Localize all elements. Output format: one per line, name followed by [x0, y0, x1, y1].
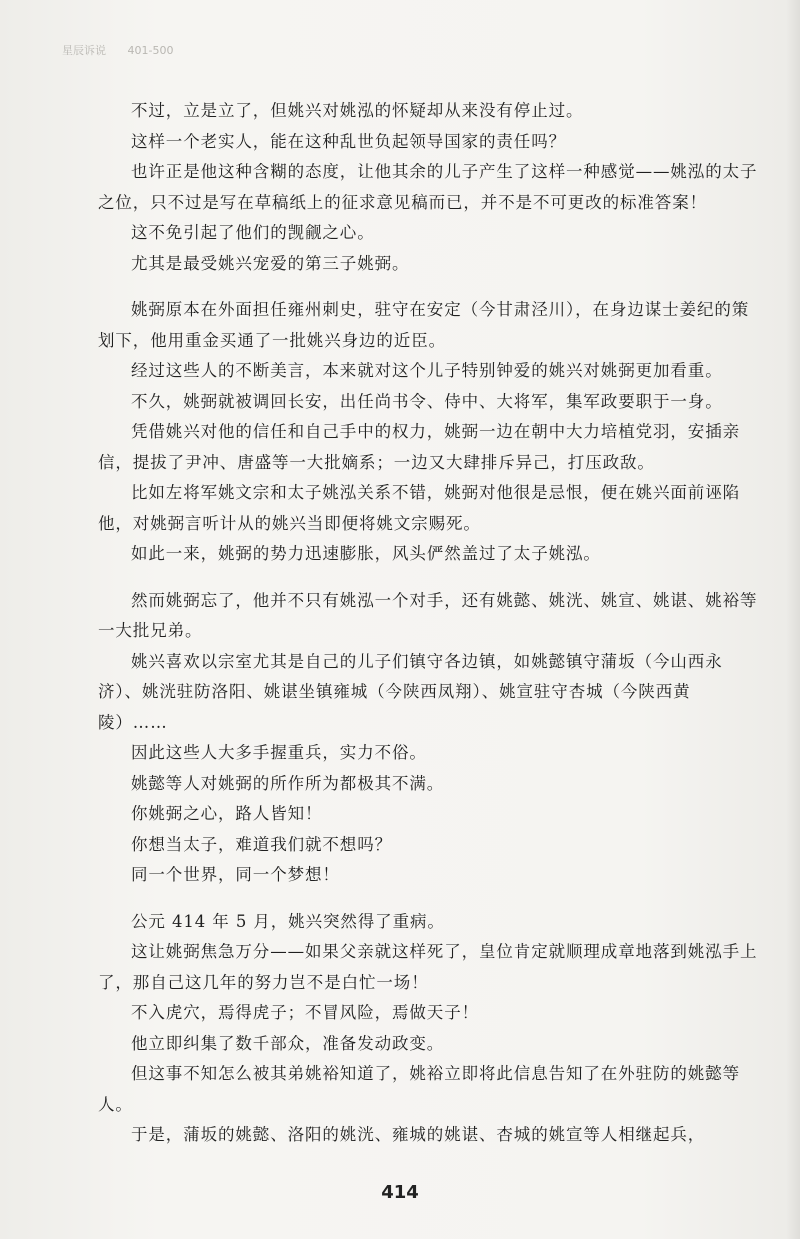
page-number: 414 — [381, 1182, 419, 1203]
paragraph: 然而姚弼忘了，他并不只有姚泓一个对手，还有姚懿、姚洸、姚宣、姚谌、姚裕等一大批兄弟。 — [98, 590, 758, 640]
paragraph: 姚懿等人对姚弼的所作所为都极其不满。 — [131, 773, 445, 793]
paragraph: 凭借姚兴对他的信任和自己手中的权力，姚弼一边在朝中大力培植党羽，安插亲信，提拔了尹冲、唐盛等一大批嫡系；一边又大肆排斥异己，打压政敌。 — [98, 422, 740, 472]
page-edge-shadow — [786, 0, 800, 1239]
paragraph: 尤其是最受姚兴宠爱的第三子姚弼。 — [131, 253, 410, 273]
paragraph: 但这事不知怎么被其弟姚裕知道了，姚裕立即将此信息告知了在外驻防的姚懿等人。 — [98, 1064, 740, 1114]
paragraph: 姚兴喜欢以宗室尤其是自己的儿子们镇守各边镇，如姚懿镇守蒲坂（今山西永济）、姚洸驻防洛阳、姚谌坐镇雍城（今陕西凤翔）、姚宣驻守杏城（今陕西黄陵）…… — [98, 651, 723, 732]
paragraph: 姚弼原本在外面担任雍州刺史，驻守在安定（今甘肃泾川），在身边谋士姜纪的策划下，他用重金买通了一批姚兴身边的近臣。 — [98, 300, 750, 350]
paragraph: 也许正是他这种含糊的态度，让他其余的儿子产生了这样一种感觉——姚泓的太子之位，只不过是写在草稿纸上的征求意见稿而已，并不是不可更改的标准答案！ — [98, 162, 758, 212]
paragraph: 你姚弼之心，路人皆知！ — [131, 804, 323, 823]
paragraph: 这样一个老实人，能在这种乱世负起领导国家的责任吗？ — [131, 131, 566, 151]
paragraph: 因此这些人大多手握重兵，实力不俗。 — [131, 743, 427, 762]
paragraph: 这让姚弼焦急万分——如果父亲就这样死了，皇位肯定就顺理成章地落到姚泓手上了，那自己这几年的努力岂不是白忙一场！ — [98, 942, 758, 992]
running-header-range: 401-500 — [127, 44, 174, 57]
paragraph: 他立即纠集了数千部众，准备发动政变。 — [131, 1033, 445, 1053]
running-header — [62, 42, 191, 58]
paragraph: 于是，蒲坂的姚懿、洛阳的姚洸、雍城的姚谌、杏城的姚宣等人相继起兵， — [131, 1125, 706, 1144]
paragraph: 公元 414 年 5 月，姚兴突然得了重病。 — [131, 911, 445, 931]
paragraph: 不过，立是立了，但姚兴对姚泓的怀疑却从来没有停止过。 — [131, 101, 584, 120]
paragraph-gap — [98, 891, 758, 907]
paragraph-gap — [98, 279, 758, 295]
paragraph-gap — [98, 570, 758, 586]
running-header-title: 星辰诉说 — [62, 44, 106, 57]
paragraph: 同一个世界，同一个梦想！ — [131, 865, 340, 884]
paragraph: 比如左将军姚文宗和太子姚泓关系不错，姚弼对他很是忌恨，便在姚兴面前诬陷他，对姚弼言听计从的姚兴当即便将姚文宗赐死。 — [98, 483, 740, 533]
paragraph: 如此一来，姚弼的势力迅速膨胀，风头俨然盖过了太子姚泓。 — [131, 544, 601, 563]
paragraph: 不久，姚弼就被调回长安，出任尚书令、侍中、大将军，集军政要职于一身。 — [131, 391, 723, 411]
paragraph: 你想当太子，难道我们就不想吗？ — [131, 834, 392, 854]
paragraph: 经过这些人的不断美言，本来就对这个儿子特别钟爱的姚兴对姚弼更加看重。 — [131, 361, 723, 380]
body-text — [98, 96, 758, 1151]
paragraph: 这不免引起了他们的觊觎之心。 — [131, 223, 375, 242]
paragraph: 不入虎穴，焉得虎子；不冒风险，焉做天子！ — [131, 1003, 479, 1022]
